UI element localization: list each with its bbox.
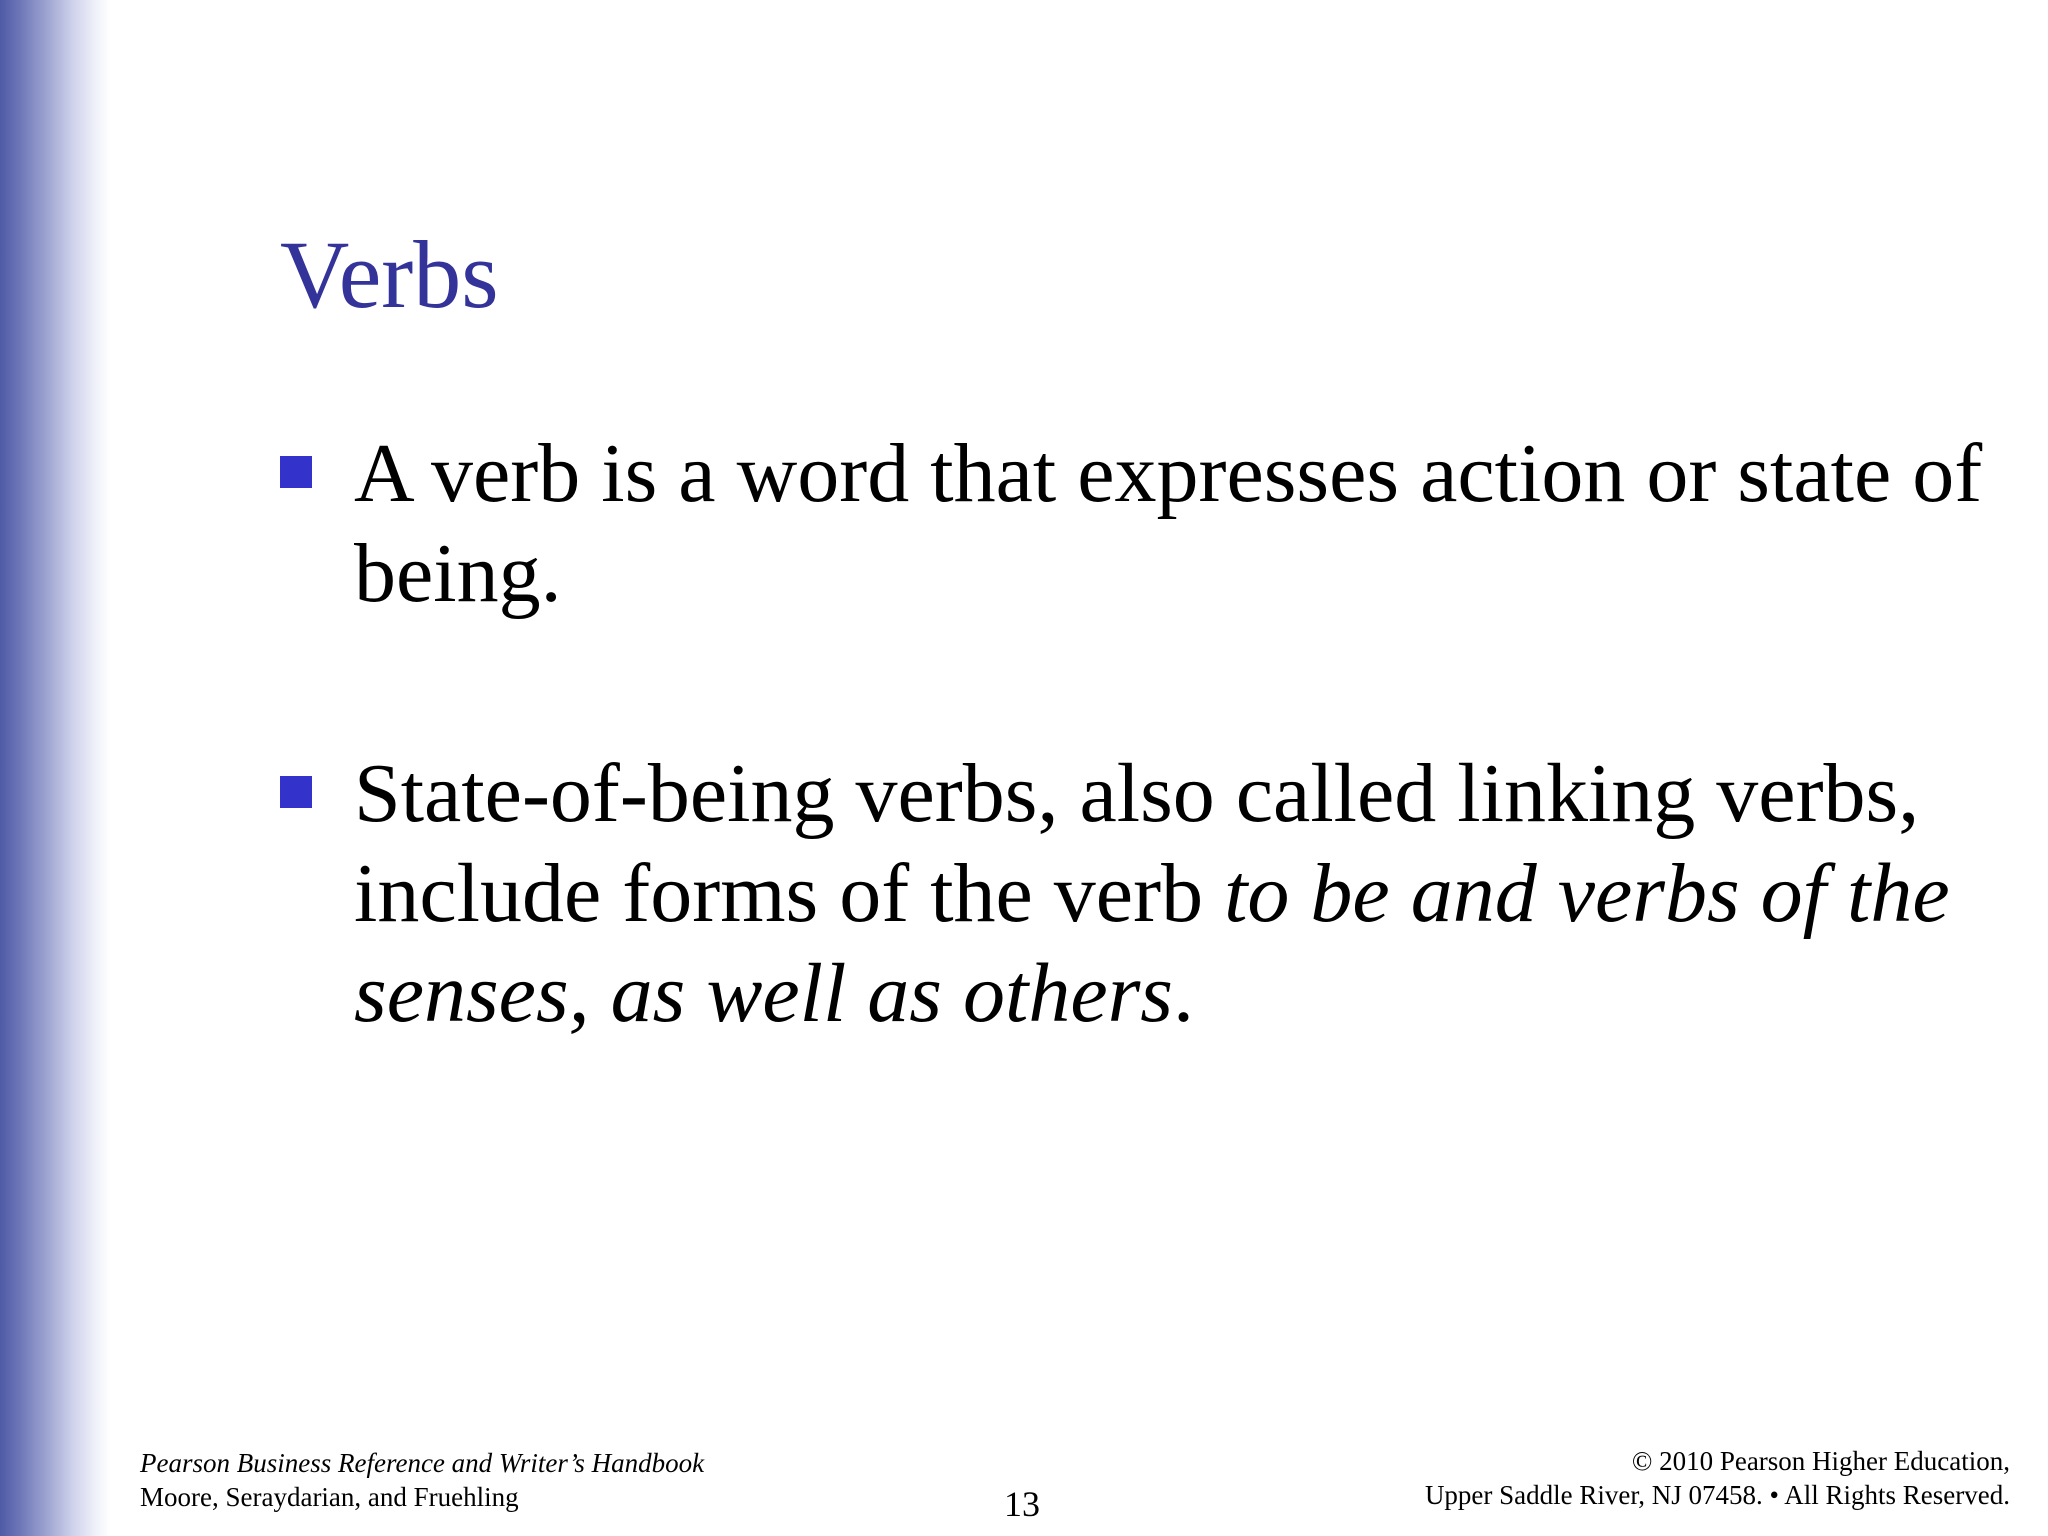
bullet-text [354,744,1994,1044]
copyright-line-2: Upper Saddle River, NJ 07458. • All Rights Reserved. [1424,1480,2010,1510]
book-authors: Moore, Seraydarian, and Fruehling [140,1482,519,1512]
book-title: Pearson Business Reference and Writer’s Handbook [140,1448,705,1478]
bullet-text-plain: State-of-being verbs, also called linking verbs, include forms of the verb [354,747,1920,940]
page-number: 13 [1004,1484,1040,1524]
side-gradient-band [0,0,110,1536]
bullet-text-end: . [1173,947,1194,1040]
square-bullet-icon [280,776,312,808]
copyright-line-1: © 2010 Pearson Higher Education, [1631,1446,2010,1476]
slide-title: Verbs [280,221,499,328]
footer-book-info [140,1446,704,1514]
square-bullet-icon [280,456,312,488]
bullet-text-italic: to be and verbs of the senses, as well as others [354,847,1950,1040]
footer-copyright [1425,1444,2010,1512]
bullet-text: A verb is a word that expresses action or state of being. [354,427,1983,620]
